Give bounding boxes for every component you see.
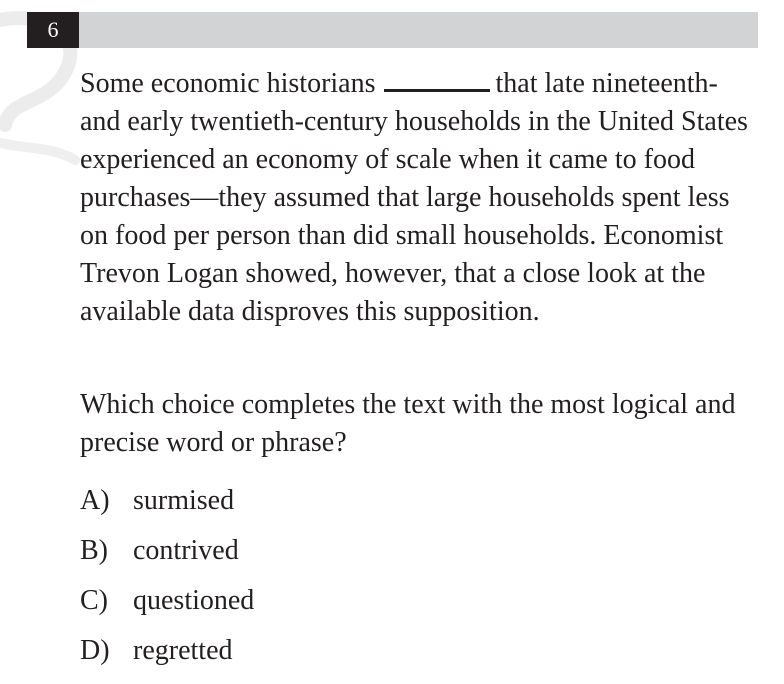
choice-a[interactable]	[80, 482, 254, 532]
choice-text: surmised	[133, 485, 235, 516]
choice-letter: A)	[80, 485, 110, 516]
answer-choices	[80, 482, 254, 682]
passage-text	[80, 65, 760, 331]
question-header-bar	[27, 12, 758, 48]
question-prompt: Which choice completes the text with the most logical and precise word or phrase?	[80, 389, 736, 458]
choice-text: questioned	[133, 585, 255, 616]
question-number: 6	[27, 12, 79, 48]
choice-d[interactable]	[80, 632, 254, 682]
passage-before: Some economic historians	[80, 68, 376, 99]
choice-text: contrived	[133, 535, 239, 566]
choice-b[interactable]	[80, 532, 254, 582]
choice-letter: B)	[80, 535, 108, 566]
choice-text: regretted	[133, 635, 233, 666]
choice-letter: D)	[80, 635, 110, 666]
answer-blank	[384, 69, 490, 92]
passage-after: that late nineteenth- and early twentieth-century households in the United States experienced an economy of scale when it came to food purchases—they assumed that large households spent less on food per person than did small households. Economist Trevon Logan showed, however, that a close look at the available data disproves this supposition.	[80, 68, 755, 327]
choice-c[interactable]	[80, 582, 254, 632]
choice-letter: C)	[80, 585, 108, 616]
